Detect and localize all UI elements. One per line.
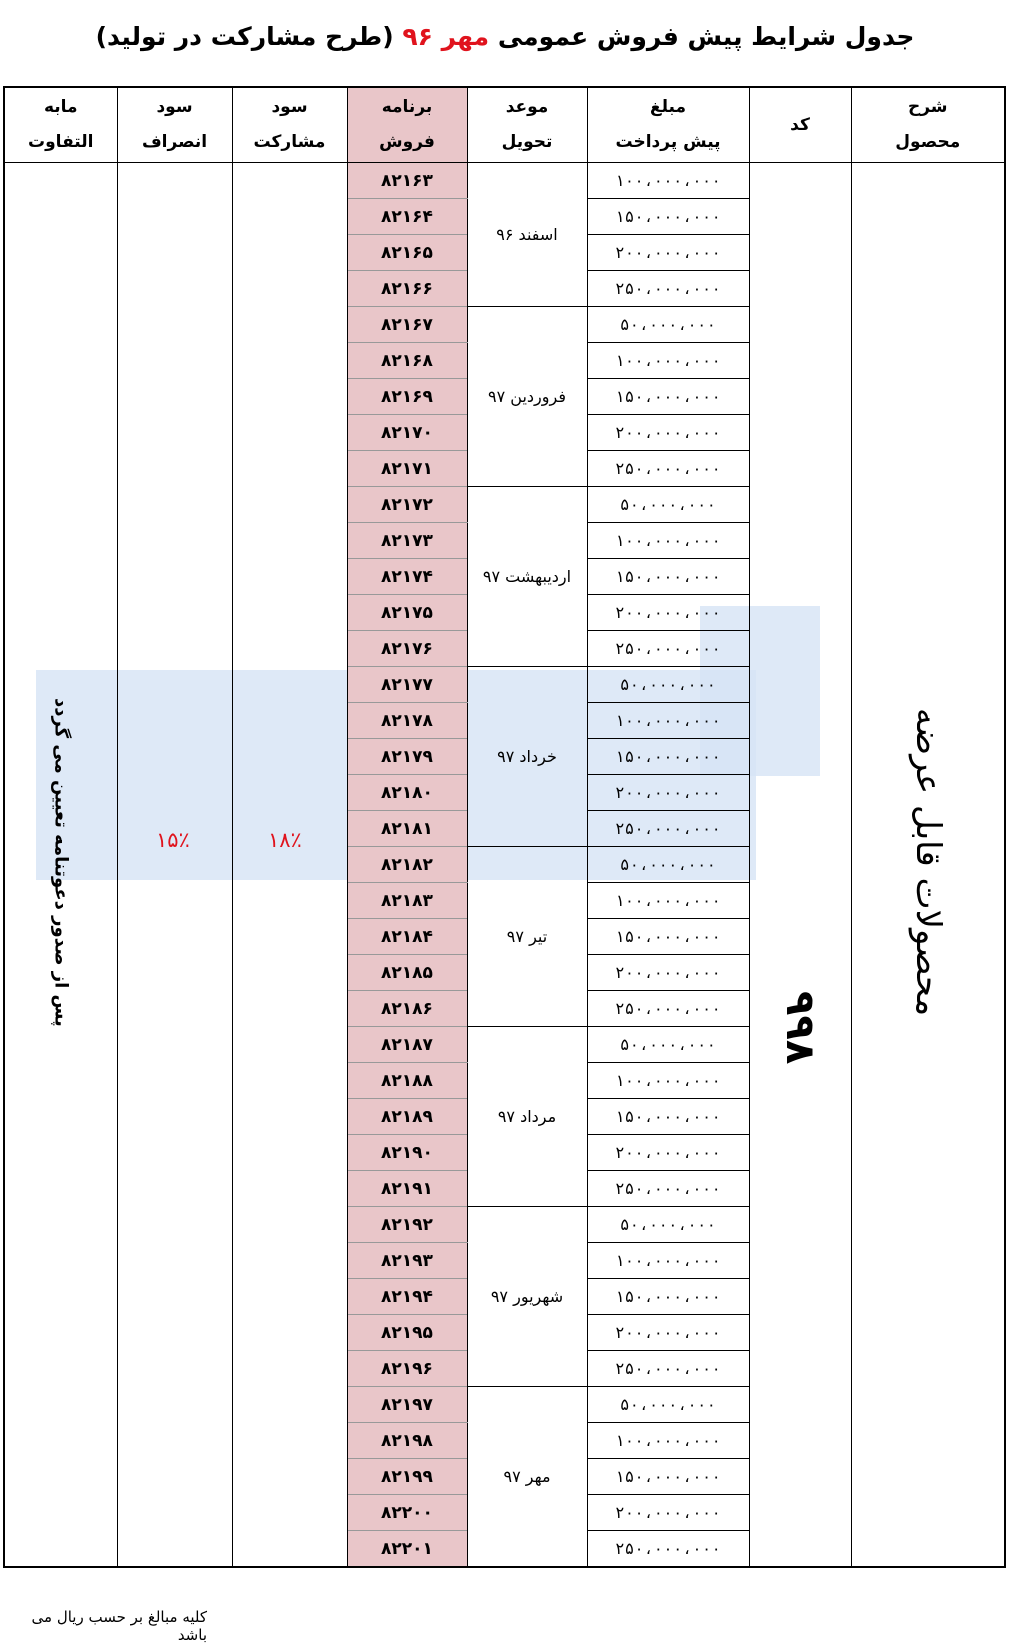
delivery-date-cell: تیر ۹۷ bbox=[467, 847, 587, 1027]
prepayment-amount-cell: ۵۰،۰۰۰،۰۰۰ bbox=[587, 1027, 749, 1063]
table-body bbox=[4, 163, 1005, 1568]
header-code: کد bbox=[749, 87, 851, 163]
sales-program-cell: ۸۲۲۰۱ bbox=[347, 1531, 467, 1568]
sales-program-cell: ۸۲۱۸۸ bbox=[347, 1063, 467, 1099]
prepayment-amount-cell: ۱۰۰،۰۰۰،۰۰۰ bbox=[587, 163, 749, 199]
sales-program-cell: ۸۲۱۶۴ bbox=[347, 199, 467, 235]
partnership-profit-cell bbox=[232, 163, 347, 1568]
prepayment-amount-cell: ۲۵۰،۰۰۰،۰۰۰ bbox=[587, 271, 749, 307]
delivery-date-cell: شهریور ۹۷ bbox=[467, 1207, 587, 1387]
prepayment-amount-cell: ۱۰۰،۰۰۰،۰۰۰ bbox=[587, 1063, 749, 1099]
page-title bbox=[0, 22, 1010, 51]
sales-program-cell: ۸۲۱۷۴ bbox=[347, 559, 467, 595]
title-suffix: (طرح مشارکت در تولید) bbox=[95, 22, 394, 51]
prepayment-amount-cell: ۲۵۰،۰۰۰،۰۰۰ bbox=[587, 631, 749, 667]
sales-program-cell: ۸۲۱۷۸ bbox=[347, 703, 467, 739]
prepayment-amount-cell: ۱۵۰،۰۰۰،۰۰۰ bbox=[587, 1099, 749, 1135]
sales-program-cell: ۸۲۱۷۹ bbox=[347, 739, 467, 775]
sales-program-cell: ۸۲۱۹۸ bbox=[347, 1423, 467, 1459]
sales-program-cell: ۸۲۱۹۷ bbox=[347, 1387, 467, 1423]
footer-note: کلیه مبالغ بر حسب ریال می باشد bbox=[31, 1608, 207, 1644]
sales-program-cell: ۸۲۱۸۵ bbox=[347, 955, 467, 991]
prepayment-amount-cell: ۲۵۰،۰۰۰،۰۰۰ bbox=[587, 811, 749, 847]
presale-table bbox=[3, 86, 1006, 1568]
prepayment-amount-cell: ۲۰۰،۰۰۰،۰۰۰ bbox=[587, 775, 749, 811]
difference-cell bbox=[4, 163, 117, 1568]
sales-program-cell: ۸۲۱۹۴ bbox=[347, 1279, 467, 1315]
sales-program-cell: ۸۲۱۶۶ bbox=[347, 271, 467, 307]
prepayment-amount-cell: ۱۰۰،۰۰۰،۰۰۰ bbox=[587, 703, 749, 739]
prepayment-amount-cell: ۱۰۰،۰۰۰،۰۰۰ bbox=[587, 1423, 749, 1459]
delivery-date-cell: مرداد ۹۷ bbox=[467, 1027, 587, 1207]
header-product-desc: شرح محصول bbox=[851, 87, 1005, 163]
header-delivery-date: موعد تحویل bbox=[467, 87, 587, 163]
product-code-cell bbox=[749, 163, 851, 1568]
prepayment-amount-cell: ۱۰۰،۰۰۰،۰۰۰ bbox=[587, 343, 749, 379]
prepayment-amount-cell: ۵۰،۰۰۰،۰۰۰ bbox=[587, 487, 749, 523]
prepayment-amount-cell: ۱۵۰،۰۰۰،۰۰۰ bbox=[587, 739, 749, 775]
table-row bbox=[4, 163, 1005, 199]
prepayment-amount-cell: ۱۵۰،۰۰۰،۰۰۰ bbox=[587, 919, 749, 955]
product-code: ۹۹۸ bbox=[777, 990, 823, 1065]
prepayment-amount-cell: ۵۰،۰۰۰،۰۰۰ bbox=[587, 307, 749, 343]
header-cancellation-profit: سود انصراف bbox=[117, 87, 232, 163]
prepayment-amount-cell: ۵۰،۰۰۰،۰۰۰ bbox=[587, 667, 749, 703]
table-header-row bbox=[4, 87, 1005, 163]
prepayment-amount-cell: ۲۰۰،۰۰۰،۰۰۰ bbox=[587, 235, 749, 271]
prepayment-amount-cell: ۲۰۰،۰۰۰،۰۰۰ bbox=[587, 955, 749, 991]
sales-program-cell: ۸۲۱۸۶ bbox=[347, 991, 467, 1027]
sales-program-cell: ۸۲۱۸۰ bbox=[347, 775, 467, 811]
prepayment-amount-cell: ۲۵۰،۰۰۰،۰۰۰ bbox=[587, 991, 749, 1027]
sales-program-cell: ۸۲۱۹۱ bbox=[347, 1171, 467, 1207]
sales-program-cell: ۸۲۱۸۲ bbox=[347, 847, 467, 883]
sales-program-cell: ۸۲۱۸۴ bbox=[347, 919, 467, 955]
delivery-date-cell: فروردین ۹۷ bbox=[467, 307, 587, 487]
sales-program-cell: ۸۲۲۰۰ bbox=[347, 1495, 467, 1531]
sales-program-cell: ۸۲۱۷۲ bbox=[347, 487, 467, 523]
sales-program-cell: ۸۲۱۷۳ bbox=[347, 523, 467, 559]
sales-program-cell: ۸۲۱۹۲ bbox=[347, 1207, 467, 1243]
prepayment-amount-cell: ۲۵۰،۰۰۰،۰۰۰ bbox=[587, 1531, 749, 1568]
header-difference: مابه التفاوت bbox=[4, 87, 117, 163]
prepayment-amount-cell: ۲۰۰،۰۰۰،۰۰۰ bbox=[587, 595, 749, 631]
prepayment-amount-cell: ۲۰۰،۰۰۰،۰۰۰ bbox=[587, 415, 749, 451]
prepayment-amount-cell: ۵۰،۰۰۰،۰۰۰ bbox=[587, 1387, 749, 1423]
cancellation-profit-value: ۱۵٪ bbox=[156, 828, 190, 852]
sales-program-cell: ۸۲۱۶۹ bbox=[347, 379, 467, 415]
cancellation-profit-cell bbox=[117, 163, 232, 1568]
delivery-date-cell: مهر ۹۷ bbox=[467, 1387, 587, 1568]
prepayment-amount-cell: ۱۵۰،۰۰۰،۰۰۰ bbox=[587, 1279, 749, 1315]
prepayment-amount-cell: ۱۵۰،۰۰۰،۰۰۰ bbox=[587, 559, 749, 595]
prepayment-amount-cell: ۱۵۰،۰۰۰،۰۰۰ bbox=[587, 379, 749, 415]
sales-program-cell: ۸۲۱۷۶ bbox=[347, 631, 467, 667]
sales-program-cell: ۸۲۱۹۵ bbox=[347, 1315, 467, 1351]
header-sales-program: برنامه فروش bbox=[347, 87, 467, 163]
prepayment-amount-cell: ۱۵۰،۰۰۰،۰۰۰ bbox=[587, 199, 749, 235]
product-desc-cell bbox=[851, 163, 1005, 1568]
sales-program-cell: ۸۲۱۹۰ bbox=[347, 1135, 467, 1171]
title-main: جدول شرایط پیش فروش عمومی bbox=[497, 22, 915, 51]
header-prepayment: مبلغ پیش پرداخت bbox=[587, 87, 749, 163]
prepayment-amount-cell: ۲۰۰،۰۰۰،۰۰۰ bbox=[587, 1495, 749, 1531]
sales-program-cell: ۸۲۱۹۶ bbox=[347, 1351, 467, 1387]
delivery-date-cell: اردیبهشت ۹۷ bbox=[467, 487, 587, 667]
title-month: مهر ۹۶ bbox=[402, 22, 490, 51]
sales-program-cell: ۸۲۱۶۵ bbox=[347, 235, 467, 271]
prepayment-amount-cell: ۵۰،۰۰۰،۰۰۰ bbox=[587, 1207, 749, 1243]
sales-program-cell: ۸۲۱۸۳ bbox=[347, 883, 467, 919]
sales-program-cell: ۸۲۱۶۳ bbox=[347, 163, 467, 199]
sales-program-cell: ۸۲۱۸۱ bbox=[347, 811, 467, 847]
header-partnership-profit: سود مشارکت bbox=[232, 87, 347, 163]
delivery-date-cell: خرداد ۹۷ bbox=[467, 667, 587, 847]
prepayment-amount-cell: ۲۰۰،۰۰۰،۰۰۰ bbox=[587, 1315, 749, 1351]
sales-program-cell: ۸۲۱۹۳ bbox=[347, 1243, 467, 1279]
sales-program-cell: ۸۲۱۹۹ bbox=[347, 1459, 467, 1495]
difference-note: پس از صدور دعوتنامه تعیین می گردد bbox=[50, 698, 72, 1027]
prepayment-amount-cell: ۱۰۰،۰۰۰،۰۰۰ bbox=[587, 1243, 749, 1279]
partnership-profit-value: ۱۸٪ bbox=[268, 828, 302, 852]
prepayment-amount-cell: ۱۰۰،۰۰۰،۰۰۰ bbox=[587, 523, 749, 559]
sales-program-cell: ۸۲۱۷۱ bbox=[347, 451, 467, 487]
sales-program-cell: ۸۲۱۷۰ bbox=[347, 415, 467, 451]
prepayment-amount-cell: ۲۵۰،۰۰۰،۰۰۰ bbox=[587, 451, 749, 487]
prepayment-amount-cell: ۵۰،۰۰۰،۰۰۰ bbox=[587, 847, 749, 883]
prepayment-amount-cell: ۲۰۰،۰۰۰،۰۰۰ bbox=[587, 1135, 749, 1171]
sales-program-cell: ۸۲۱۸۹ bbox=[347, 1099, 467, 1135]
sales-program-cell: ۸۲۱۷۷ bbox=[347, 667, 467, 703]
prepayment-amount-cell: ۱۵۰،۰۰۰،۰۰۰ bbox=[587, 1459, 749, 1495]
delivery-date-cell: اسفند ۹۶ bbox=[467, 163, 587, 307]
sales-program-cell: ۸۲۱۷۵ bbox=[347, 595, 467, 631]
prepayment-amount-cell: ۱۰۰،۰۰۰،۰۰۰ bbox=[587, 883, 749, 919]
sales-program-cell: ۸۲۱۶۸ bbox=[347, 343, 467, 379]
prepayment-amount-cell: ۲۵۰،۰۰۰،۰۰۰ bbox=[587, 1171, 749, 1207]
prepayment-amount-cell: ۲۵۰،۰۰۰،۰۰۰ bbox=[587, 1351, 749, 1387]
product-desc: محصولات قابل عرضه bbox=[907, 708, 948, 1017]
sales-program-cell: ۸۲۱۶۷ bbox=[347, 307, 467, 343]
sales-program-cell: ۸۲۱۸۷ bbox=[347, 1027, 467, 1063]
